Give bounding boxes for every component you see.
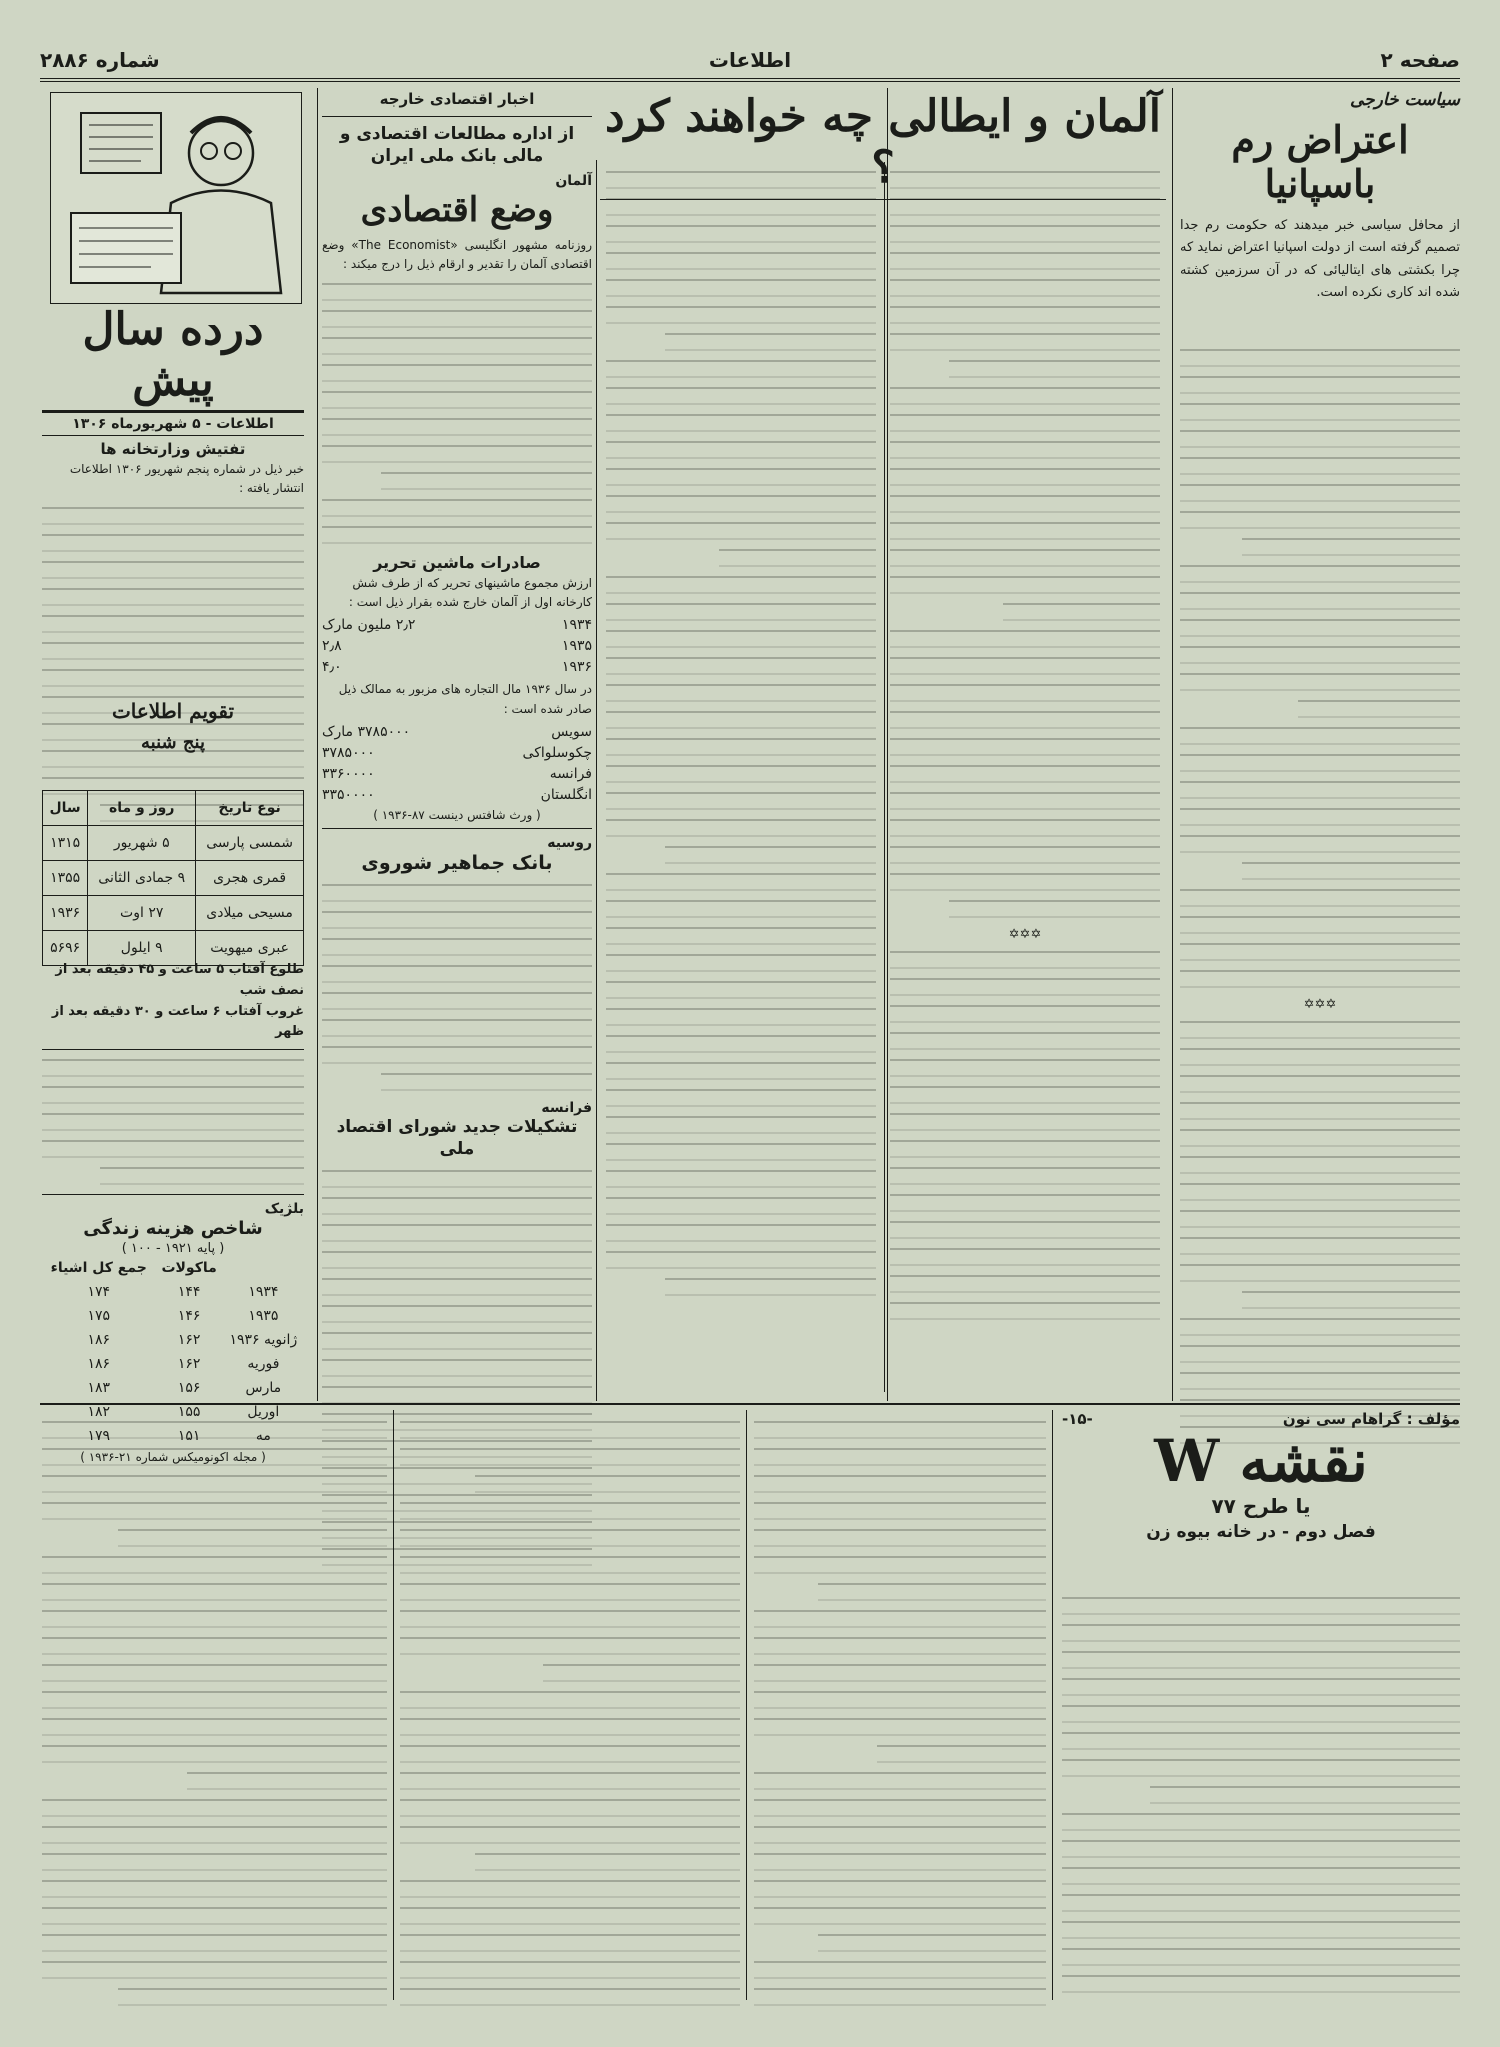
ten-years-ago-dateline: اطلاعات - ۵ شهریورماه ۱۳۰۶ bbox=[42, 410, 304, 436]
economic-news-column bbox=[322, 90, 592, 1400]
machinery-intro: ارزش مجموع ماشینهای تحریر که از طرف شش کارخانه اول از آلمان خارج شده بقرار ذیل است : bbox=[348, 575, 592, 610]
section-rubric: سیاست خارجی bbox=[1350, 90, 1460, 110]
export-value: ۳۷۸۵۰۰۰ مارک bbox=[322, 723, 411, 740]
russia-label: روسیه bbox=[547, 834, 592, 851]
serial-body-col3 bbox=[400, 1412, 740, 1998]
sunrise-time: طلوع آفتاب ۵ ساعت و ۴۵ دقیقه بعد از نصف شب bbox=[55, 962, 304, 998]
index-cell: ۱۶۲ bbox=[177, 1331, 201, 1348]
column-rule bbox=[1052, 1410, 1053, 2000]
export-row bbox=[322, 766, 592, 782]
main-headline: آلمان و ایطالی چه خواهند کرد ؟ bbox=[604, 91, 1161, 193]
belgium-section bbox=[42, 960, 304, 1464]
calendar-header: روز و ماه bbox=[88, 791, 196, 826]
export-value: ۳۳۵۰۰۰۰ bbox=[322, 786, 375, 803]
index-cell: ۱۴۶ bbox=[177, 1307, 201, 1324]
belgium-label: بلژیک bbox=[264, 1201, 304, 1218]
machinery-row bbox=[322, 659, 592, 675]
issue-number: شماره ۲۸۸۶ bbox=[40, 48, 160, 72]
index-row bbox=[42, 1352, 304, 1376]
serial-title: نقشه W bbox=[1154, 1427, 1368, 1495]
index-cell: ژانویه ۱۹۳۶ bbox=[229, 1331, 298, 1348]
machinery-value: ۲٫۲ ملیون مارک bbox=[322, 617, 416, 634]
export-row bbox=[322, 724, 592, 740]
index-cell: ۱۸۲ bbox=[87, 1403, 111, 1420]
index-cell: ۱۵۱ bbox=[177, 1427, 201, 1444]
index-row bbox=[42, 1304, 304, 1328]
calendar-cell: ۵۶۹۶ bbox=[43, 931, 88, 966]
calendar-cell: ۱۳۱۵ bbox=[43, 826, 88, 861]
export-country: سویس bbox=[551, 723, 592, 740]
machinery-table bbox=[322, 617, 592, 675]
main-article bbox=[600, 90, 1166, 1400]
economic-headline: وضع اقتصادی bbox=[360, 189, 554, 230]
index-cell: ۱۵۵ bbox=[177, 1403, 201, 1420]
article-lead: از محافل سیاسی خبر میدهند که حکومت رم جدا تصمیم گرفته است از دولت اسپانیا اعتراض نماید که چرا بکشتی های ایتالیائی که در آن سرزمین کشته شده اند کاری نکرده است. bbox=[1180, 218, 1460, 300]
column-rule bbox=[746, 1410, 747, 2000]
food-column-header: ماکولات bbox=[161, 1259, 217, 1276]
serial-body-col2 bbox=[754, 1412, 1046, 1998]
ten-years-ago-subhead: تفتیش وزارتخانه ها bbox=[100, 440, 246, 459]
serial-number: -۱۵- bbox=[1062, 1410, 1093, 1428]
foreign-politics-column bbox=[1180, 90, 1460, 1400]
calendar-cell: شمسی پارسی bbox=[196, 826, 304, 861]
calendar-cell: ۹ ایلول bbox=[88, 931, 196, 966]
russia-headline: بانک جماهیر شوروی bbox=[361, 851, 553, 874]
calendar-cell: ۱۳۵۵ bbox=[43, 861, 88, 896]
calendar-title: تقویم اطلاعات bbox=[111, 699, 235, 723]
machinery-subhead: صادرات ماشین تحریر bbox=[373, 553, 541, 573]
serial-author: مؤلف : گراهام سی نون bbox=[1282, 1410, 1460, 1428]
article-headline: اعتراض رم باسپانیا bbox=[1231, 117, 1409, 206]
exports-note: در سال ۱۹۳۶ مال التجاره های مزبور به ممالک ذیل صادر شده است : bbox=[338, 682, 592, 716]
export-value: ۳۷۸۵۰۰۰ bbox=[322, 744, 375, 761]
index-cell: ۱۴۴ bbox=[177, 1283, 201, 1300]
index-cell: ۱۸۳ bbox=[87, 1379, 111, 1396]
calendar-cell: ۹ جمادی الثانی bbox=[88, 861, 196, 896]
index-base: ( پایه ۱۹۲۱ - ۱۰۰ ) bbox=[121, 1240, 225, 1256]
column-rule bbox=[1172, 88, 1173, 1401]
export-value: ۳۳۶۰۰۰۰ bbox=[322, 765, 375, 782]
serial-title-box bbox=[1062, 1427, 1460, 1582]
cost-of-living-title: شاخص هزینه زندگی bbox=[83, 1218, 263, 1240]
calendar-cell: قمری هجری bbox=[196, 861, 304, 896]
serial-body bbox=[1062, 1588, 1460, 1998]
machinery-year: ۱۹۳۵ bbox=[561, 638, 592, 655]
calendar-row bbox=[43, 896, 304, 931]
export-row bbox=[322, 745, 592, 761]
cartoon-illustration bbox=[50, 92, 302, 304]
machinery-value: ۲٫۸ bbox=[322, 638, 342, 655]
page-header bbox=[40, 44, 1460, 82]
ten-years-ago-intro: خبر ذیل در شماره پنجم شهریور ۱۳۰۶ اطلاعات انتشار یافته : bbox=[69, 461, 304, 495]
machinery-year: ۱۹۳۴ bbox=[561, 617, 592, 634]
index-cell: ۱۵۶ bbox=[177, 1379, 201, 1396]
index-cell: ۱۷۹ bbox=[87, 1427, 111, 1444]
export-country: فرانسه bbox=[549, 765, 592, 782]
export-country: چکوسلواکی bbox=[522, 744, 592, 761]
calendar-day: پنج شنبه bbox=[141, 732, 205, 753]
economic-intro: روزنامه مشهور انگلیسی «The Economist» وضع اقتصادی آلمان را تقدیر و ارقام ذیل را درج میکند : bbox=[322, 237, 592, 271]
calendar-cell: ۵ شهریور bbox=[88, 826, 196, 861]
column-rule bbox=[596, 160, 597, 1401]
exports-source: ( ورث شافتس دینست ۸۷-۱۹۳۶ ) bbox=[373, 807, 541, 822]
calendar-cell: ۱۹۳۶ bbox=[43, 896, 88, 931]
calendar-row bbox=[43, 826, 304, 861]
france-label: فرانسه bbox=[541, 1100, 592, 1117]
page-number: صفحه ۲ bbox=[1380, 48, 1460, 72]
index-row bbox=[42, 1280, 304, 1304]
calendar-heading bbox=[42, 700, 304, 790]
calendar-header: سال bbox=[43, 791, 88, 826]
reading-man-icon bbox=[51, 93, 301, 303]
newspaper-name: اطلاعات bbox=[708, 48, 792, 72]
exports-table bbox=[322, 724, 592, 803]
export-country: انگلستان bbox=[540, 786, 592, 803]
calendar-cell: مسیحی میلادی bbox=[196, 896, 304, 931]
france-headline: تشکیلات جدید شورای اقتصاد ملی bbox=[336, 1117, 578, 1160]
sunset-time: غروب آفتاب ۶ ساعت و ۳۰ دقیقه بعد از ظهر bbox=[51, 1003, 304, 1040]
index-cell: ۱۹۳۵ bbox=[248, 1307, 279, 1324]
main-article-body-right: ✡✡✡ bbox=[890, 162, 1160, 1392]
index-cell: ۱۹۳۴ bbox=[248, 1283, 279, 1300]
index-cell: ۱۷۴ bbox=[87, 1283, 111, 1300]
economic-kicker: اخبار اقتصادی خارجه bbox=[379, 90, 535, 108]
export-row bbox=[322, 787, 592, 803]
serial-body-col4 bbox=[42, 1412, 387, 1998]
country-label: آلمان bbox=[555, 172, 592, 189]
index-cell: مه bbox=[255, 1427, 271, 1444]
article-body: ✡✡✡ bbox=[1180, 340, 1460, 1390]
index-cell: آوریل bbox=[247, 1403, 280, 1420]
index-cell: ۱۸۶ bbox=[87, 1355, 111, 1372]
column-rule bbox=[317, 88, 318, 1401]
index-cell: مارس bbox=[245, 1379, 282, 1396]
ten-years-ago-title: درده سال پیش bbox=[82, 304, 264, 406]
calendar-row bbox=[43, 861, 304, 896]
machinery-year: ۱۹۳۶ bbox=[561, 659, 592, 676]
index-cell: فوریه bbox=[247, 1355, 280, 1372]
serial-subtitle: یا طرح ۷۷ bbox=[1211, 1494, 1311, 1518]
index-cell: ۱۸۶ bbox=[87, 1331, 111, 1348]
index-row bbox=[42, 1328, 304, 1352]
calendar-table bbox=[42, 790, 304, 966]
calendar-cell: عبری میهویت bbox=[196, 931, 304, 966]
main-article-body-left bbox=[606, 162, 876, 1392]
machinery-row bbox=[322, 617, 592, 633]
machinery-value: ۴٫۰ bbox=[322, 659, 342, 676]
column-rule bbox=[393, 1410, 394, 2000]
serial-chapter: فصل دوم - در خانه بیوه زن bbox=[1146, 1522, 1376, 1542]
calendar-header: نوع تاریخ bbox=[196, 791, 304, 826]
total-column-header: جمع کل اشیاء bbox=[50, 1259, 147, 1276]
index-row bbox=[42, 1376, 304, 1400]
machinery-row bbox=[322, 638, 592, 654]
index-cell: ۱۷۵ bbox=[87, 1307, 111, 1324]
economic-source: از اداره مطالعات اقتصادی و مالی بانک ملی ایران bbox=[339, 123, 575, 166]
index-cell: ۱۶۲ bbox=[177, 1355, 201, 1372]
index-source: ( مجله اکونومیکس شماره ۲۱-۱۹۳۶ ) bbox=[80, 1449, 266, 1464]
calendar-cell: ۲۷ اوت bbox=[88, 896, 196, 931]
